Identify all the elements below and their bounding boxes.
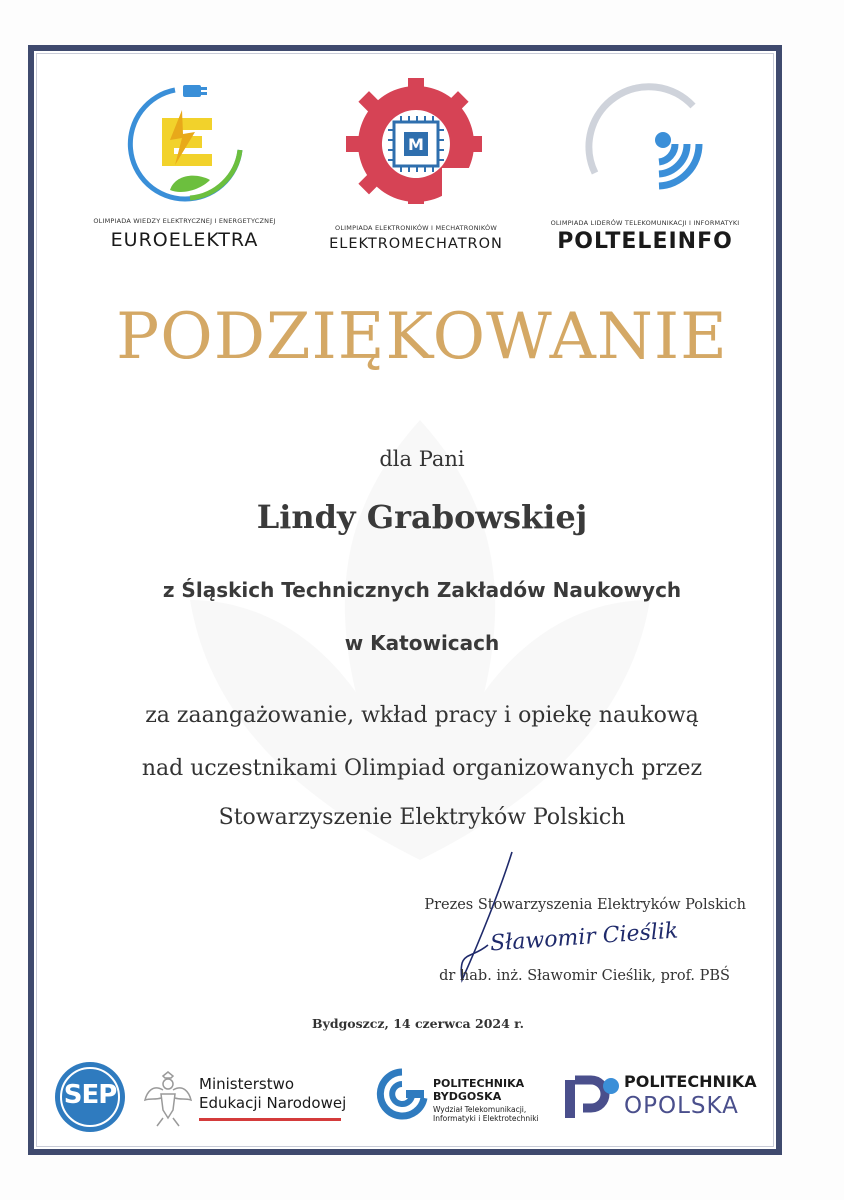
polteleinfo-logo [535, 78, 755, 254]
ministry-line-1: Ministerstwo [199, 1075, 295, 1093]
salutation: dla Pani [379, 447, 465, 471]
signature-role: Prezes Stowarzyszenia Elektryków Polskich [424, 897, 746, 913]
body-line-3: Stowarzyszenie Elektryków Polskich [218, 805, 626, 830]
school-line-1: z Śląskich Technicznych Zakładów Naukowych [162, 578, 682, 602]
pbs-line-3: Wydział Telekomunikacji, [433, 1105, 527, 1114]
politechnika-opolska-logo-icon [565, 1072, 621, 1120]
euroelektra-emblem-icon [120, 80, 250, 205]
body-line-1: za zaangażowanie, wkład pracy i opiekę naukową [145, 703, 699, 728]
place-date: Bydgoszcz, 14 czerwca 2024 r. [312, 1016, 524, 1031]
polteleinfo-subtitle: OLIMPIADA LIDERÓW TELEKOMUNIKACJI I INFORMATYKI [550, 219, 740, 227]
certificate-title: PODZIĘKOWANIE [116, 300, 728, 374]
signer-name: dr hab. inż. Sławomir Cieślik, prof. PBŚ [439, 968, 730, 984]
gear-chip-icon [346, 78, 486, 208]
pbs-line-1: POLITECHNIKA [433, 1077, 525, 1090]
polish-eagle-icon [143, 1070, 193, 1128]
sep-logo-text: SEP [63, 1080, 117, 1110]
po-line-1: POLITECHNIKA [624, 1072, 757, 1091]
ministry-line-2: Edukacji Narodowej [199, 1094, 347, 1112]
euroelektra-subtitle: OLIMPIADA WIEDZY ELEKTRYCZNEJ I ENERGETYCZNEJ [93, 217, 276, 225]
elektromechatron-logo [300, 78, 532, 252]
euroelektra-logo [82, 80, 287, 251]
pbs-line-4: Informatyki i Elektrotechniki [433, 1114, 539, 1123]
signature-handwriting: Sławomir Cieślik [489, 918, 680, 957]
signal-arc-icon [575, 78, 715, 203]
po-line-2: OPOLSKA [624, 1093, 739, 1119]
euroelektra-name: EUROELEKTRA [110, 229, 259, 251]
elektromechatron-name: ELEKTROMECHATRON [329, 236, 503, 252]
pbs-line-2: BYDGOSKA [433, 1090, 502, 1103]
ministry-underline [199, 1118, 341, 1121]
pbs-logo-icon [376, 1068, 428, 1124]
school-line-2: w Katowicach [344, 631, 500, 655]
svg-text:M: M [408, 135, 424, 154]
recipient-name: Lindy Grabowskiej [256, 498, 588, 536]
polteleinfo-name: POLTELEINFO [557, 229, 733, 254]
body-line-2: nad uczestnikami Olimpiad organizowanych przez [141, 756, 703, 781]
elektromechatron-subtitle: OLIMPIADA ELEKTRONIKÓW I MECHATRONIKÓW [335, 224, 497, 232]
